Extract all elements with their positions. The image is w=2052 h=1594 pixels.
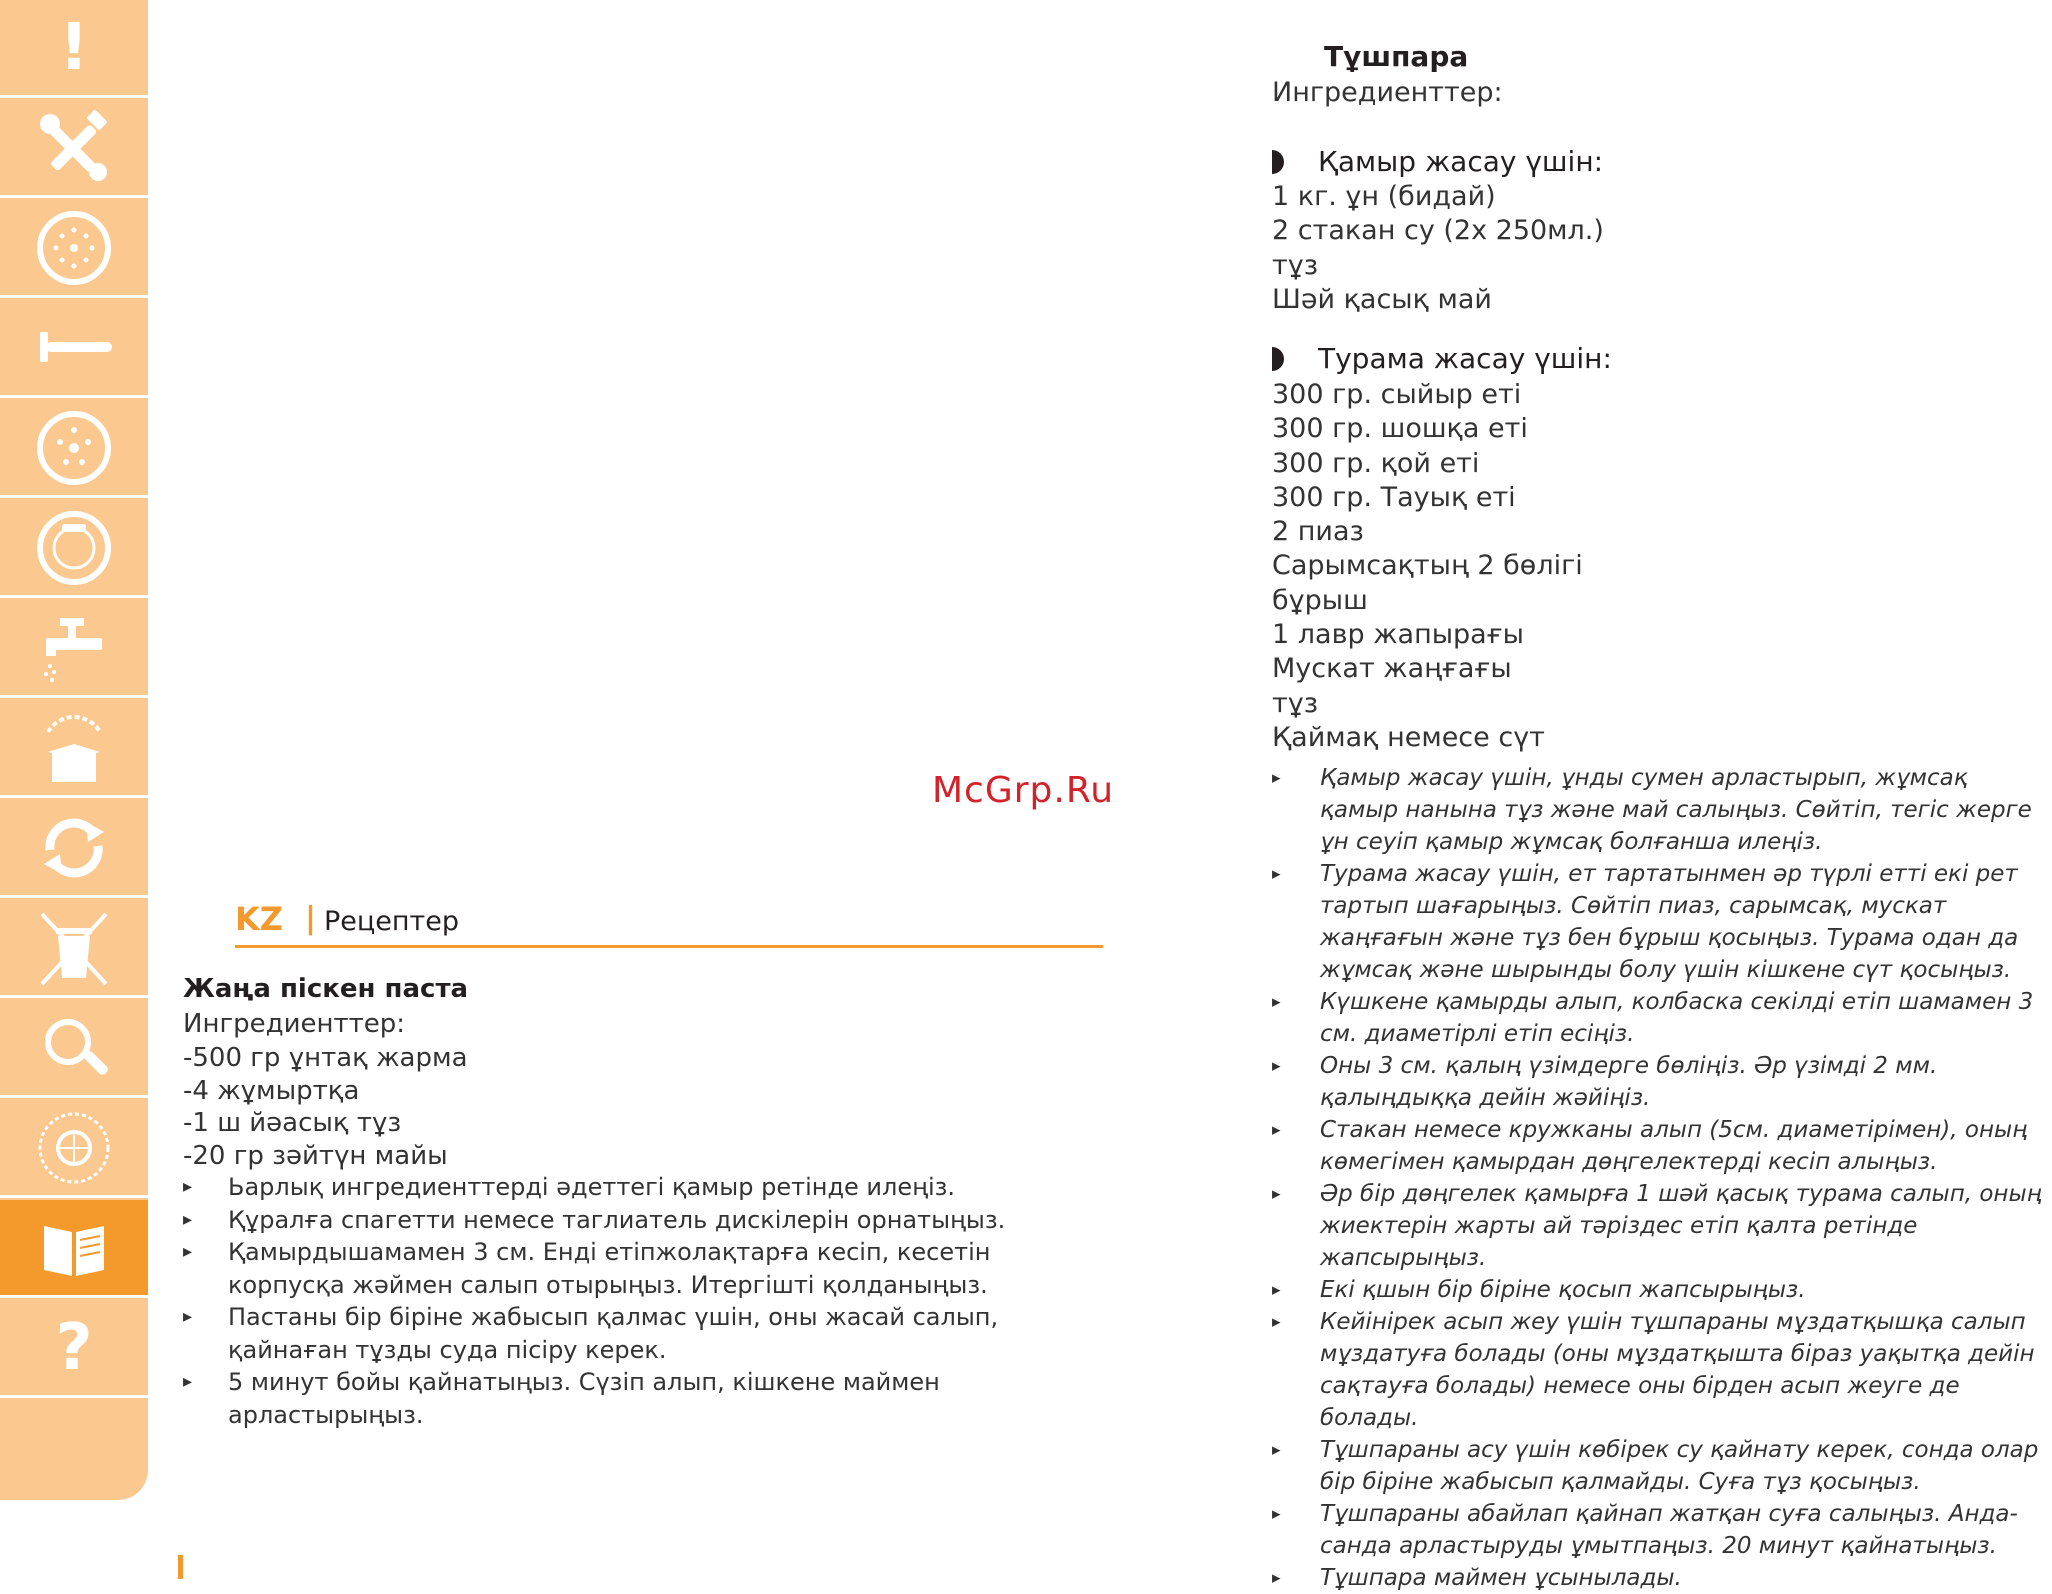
list-item: -1 ш йәасық тұз [183, 1108, 402, 1138]
step-item: ▸ Құралға спагетти немесе таглиатель дискілерін орнатыңыз. [183, 1204, 1083, 1237]
tab-recipes[interactable] [0, 1200, 148, 1298]
exclamation-icon: ! [59, 10, 89, 85]
magnifier-icon [32, 1006, 116, 1090]
dumpling-ingredients-label: Ингредиенттер: [1272, 77, 1503, 108]
bullet-icon: ▸ [1272, 1120, 1281, 1140]
tab-perforated-disc[interactable] [0, 400, 148, 498]
step-item: ▸ Ьарлық ингредиенттерді әдеттегі қамыр ретінде илеңіз. [183, 1171, 1083, 1204]
list-item: 1 лавр жапырағы [1272, 619, 1524, 651]
list-item: -500 гр ұнтақ жарма [183, 1043, 468, 1073]
bullet-icon: ▸ [1272, 1184, 1281, 1204]
bullet-icon: ▸ [1272, 1568, 1281, 1588]
tab-faq[interactable] [0, 1300, 148, 1398]
tap-icon [32, 606, 116, 690]
perforated-disc-icon [32, 406, 116, 490]
list-item: 300 гр. қой еті [1272, 447, 1480, 479]
pasta-ingredients-list [183, 1042, 468, 1172]
tab-disc[interactable] [0, 200, 148, 298]
screw-icon [32, 306, 116, 390]
disc-icon [32, 206, 116, 290]
tab-tools[interactable] [0, 100, 148, 198]
dumpling-steps-list [1272, 762, 2052, 1594]
wheel-icon [32, 506, 116, 590]
step-item: ▸ 5 минут бойы қайнатыңыз. Сүзіп алып, кішкене маймен арластырыңыз. [183, 1368, 940, 1429]
world-guarantee-icon [32, 1106, 116, 1190]
step-item: ▸ Екі қшын бір біріне қосып жапсырыңыз. [1272, 1274, 2052, 1306]
bullet-icon: ▸ [1272, 1440, 1281, 1460]
tab-warning[interactable] [0, 0, 148, 98]
step-item: ▸ Әр бір дөңгелек қамырға 1 шәй қасық турама салып, оның жиектерін жарты ай тәріздес етіп қалта ретінде жапсырыңыз. [1272, 1178, 2052, 1274]
list-item: -20 гр зәйтүн майы [183, 1140, 448, 1171]
step-item: ▸ Тұшпараны абайлап қайнап жатқан суға салыңыз. Анда-санда арластыруды ұмытпаңыз. 20 минут қайнатыңыз. [1272, 1498, 2052, 1562]
pasta-ingredients-label: Ингредиенттер: [183, 1009, 406, 1039]
list-item: 300 гр. сыйыр еті [1272, 379, 1522, 410]
watermark: McGrp.Ru [932, 770, 1115, 811]
list-item: 2 стакан су (2x 250мл.) [1272, 215, 1604, 247]
question-icon: ? [55, 1310, 93, 1385]
step-item: ▸ Пастаны бір біріне жабысып қалмас үшін, оны жасай салып, қайнаған тұзды суда пісіру керек. [183, 1303, 999, 1364]
storage-box-icon [32, 706, 116, 790]
list-item: Қаймақ немесе сүт [1272, 721, 1545, 753]
step-item: ▸ Оны 3 см. қалың үзімдерге бөліңіз. Әр үзімді 2 мм. қалыңдыққа дейін жәйіңіз. [1272, 1050, 2052, 1114]
step-item: ▸ Тұшпараны асу үшін көбірек су қайнату керек, сонда олар бір біріне жабысып қалмайды. Суға тұз қосыңыз. [1272, 1434, 2052, 1498]
bullet-icon: ▸ [183, 1241, 193, 1262]
bullet-icon: ▸ [183, 1306, 193, 1327]
list-item: бұрыш [1272, 584, 1368, 616]
list-item: 300 гр. Тауық еті [1272, 481, 1516, 513]
half-circle-bullet-icon [1272, 150, 1284, 174]
bullet-icon: ▸ [1272, 1056, 1281, 1076]
recipe-book-icon [32, 1206, 116, 1290]
list-item: 300 гр. шошқа еті [1272, 413, 1528, 445]
filling-ingredients-list [1272, 378, 1583, 755]
tab-troubleshoot[interactable] [0, 1000, 148, 1098]
pasta-recipe-title: Жаңа піскен паста [183, 974, 469, 1004]
pasta-steps-list [183, 1171, 1083, 1431]
bullet-icon: ▸ [183, 1208, 193, 1230]
list-item: 1 кг. ұн (бидай) [1272, 181, 1496, 212]
bullet-icon: ▸ [1272, 1280, 1281, 1300]
list-item: тұз [1272, 687, 1319, 719]
section-title: Рецептер [324, 906, 460, 937]
bullet-icon: ▸ [183, 1371, 193, 1392]
step-item: ▸ Тұшпара маймен ұсынылады. [1272, 1562, 2052, 1594]
list-item: Шәй қасық май [1272, 283, 1492, 315]
bullet-icon: ▸ [183, 1176, 193, 1197]
crossed-bin-icon [32, 906, 116, 990]
section-header [235, 900, 1103, 948]
list-item: 2 пиаз [1272, 516, 1364, 548]
step-item: ▸ Қамырдышамамен 3 см. Енді етіпжолақтарға кесіп, кесетін корпусқа жәймен салып отырыңыз. Итергішті қолданыңыз. [183, 1238, 991, 1299]
page-marker [178, 1555, 183, 1579]
tools-icon [32, 106, 116, 190]
bullet-icon: ▸ [1272, 1312, 1281, 1332]
tab-wheel[interactable] [0, 500, 148, 598]
chapter-sidebar [0, 0, 148, 1500]
tab-disposal[interactable] [0, 900, 148, 998]
dumpling-recipe-title: Тұшпара [1324, 40, 1469, 73]
dough-ingredients-list [1272, 180, 1604, 317]
step-item: ▸ Стакан немесе кружканы алып (5см. диаметірімен), оның көмегімен қамырдан дөңгелектерді кесіп алыңыз. [1272, 1114, 2052, 1178]
tab-cleaning[interactable] [0, 600, 148, 698]
bullet-icon: ▸ [1272, 1504, 1281, 1524]
bullet-icon: ▸ [1272, 992, 1281, 1012]
tab-recycle[interactable] [0, 800, 148, 898]
language-code: KZ [235, 900, 283, 938]
step-item: ▸ Қамыр жасау үшін, ұнды сумен арластырып, жұмсақ қамыр нанына тұз және май салыңыз. Сөйтіп, тегіс жерге ұн сеуіп қамыр жұмсақ болғанша илеңіз. [1272, 762, 2052, 858]
list-item: Мускат жаңғағы [1272, 653, 1512, 685]
header-separator: | [305, 901, 316, 936]
recycle-icon [32, 806, 116, 890]
step-item: ▸ Күшкене қамырды алып, колбаска секілді етіп шамамен 3 см. диаметірлі етіп есіңіз. [1272, 986, 2052, 1050]
list-item: -4 жұмыртқа [183, 1075, 360, 1106]
tab-guarantee[interactable] [0, 1100, 148, 1198]
half-circle-bullet-icon [1272, 347, 1284, 371]
tab-screw[interactable] [0, 300, 148, 398]
tab-storage[interactable] [0, 700, 148, 798]
step-item: ▸ Кейінірек асып жеу үшін тұшпараны мұздатқышқа салып мұздатуға болады (оны мұздатқышта біраз уақытқа дейін сақтауға болады) немесе оны бірден асып жеуге де болады. [1272, 1306, 2052, 1434]
filling-heading: Турама жасау үшін: [1272, 342, 1612, 375]
step-item: ▸ Турама жасау үшін, ет тартатынмен әр түрлі етті екі рет тартып шағарыңыз. Сөйтіп пиаз, сарымсақ, мускат жаңғағын және тұз бен бұрыш қосыңыз. Турама одан да жұмсақ және шырынды болу үшін кішкене сүт қосыңыз. [1272, 858, 2052, 986]
dough-heading: Қамыр жасау үшін: [1272, 145, 1603, 178]
bullet-icon: ▸ [1272, 768, 1281, 788]
bullet-icon: ▸ [1272, 864, 1281, 884]
list-item: тұз [1272, 249, 1319, 281]
list-item: Сарымсақтың 2 бөлігі [1272, 550, 1583, 582]
